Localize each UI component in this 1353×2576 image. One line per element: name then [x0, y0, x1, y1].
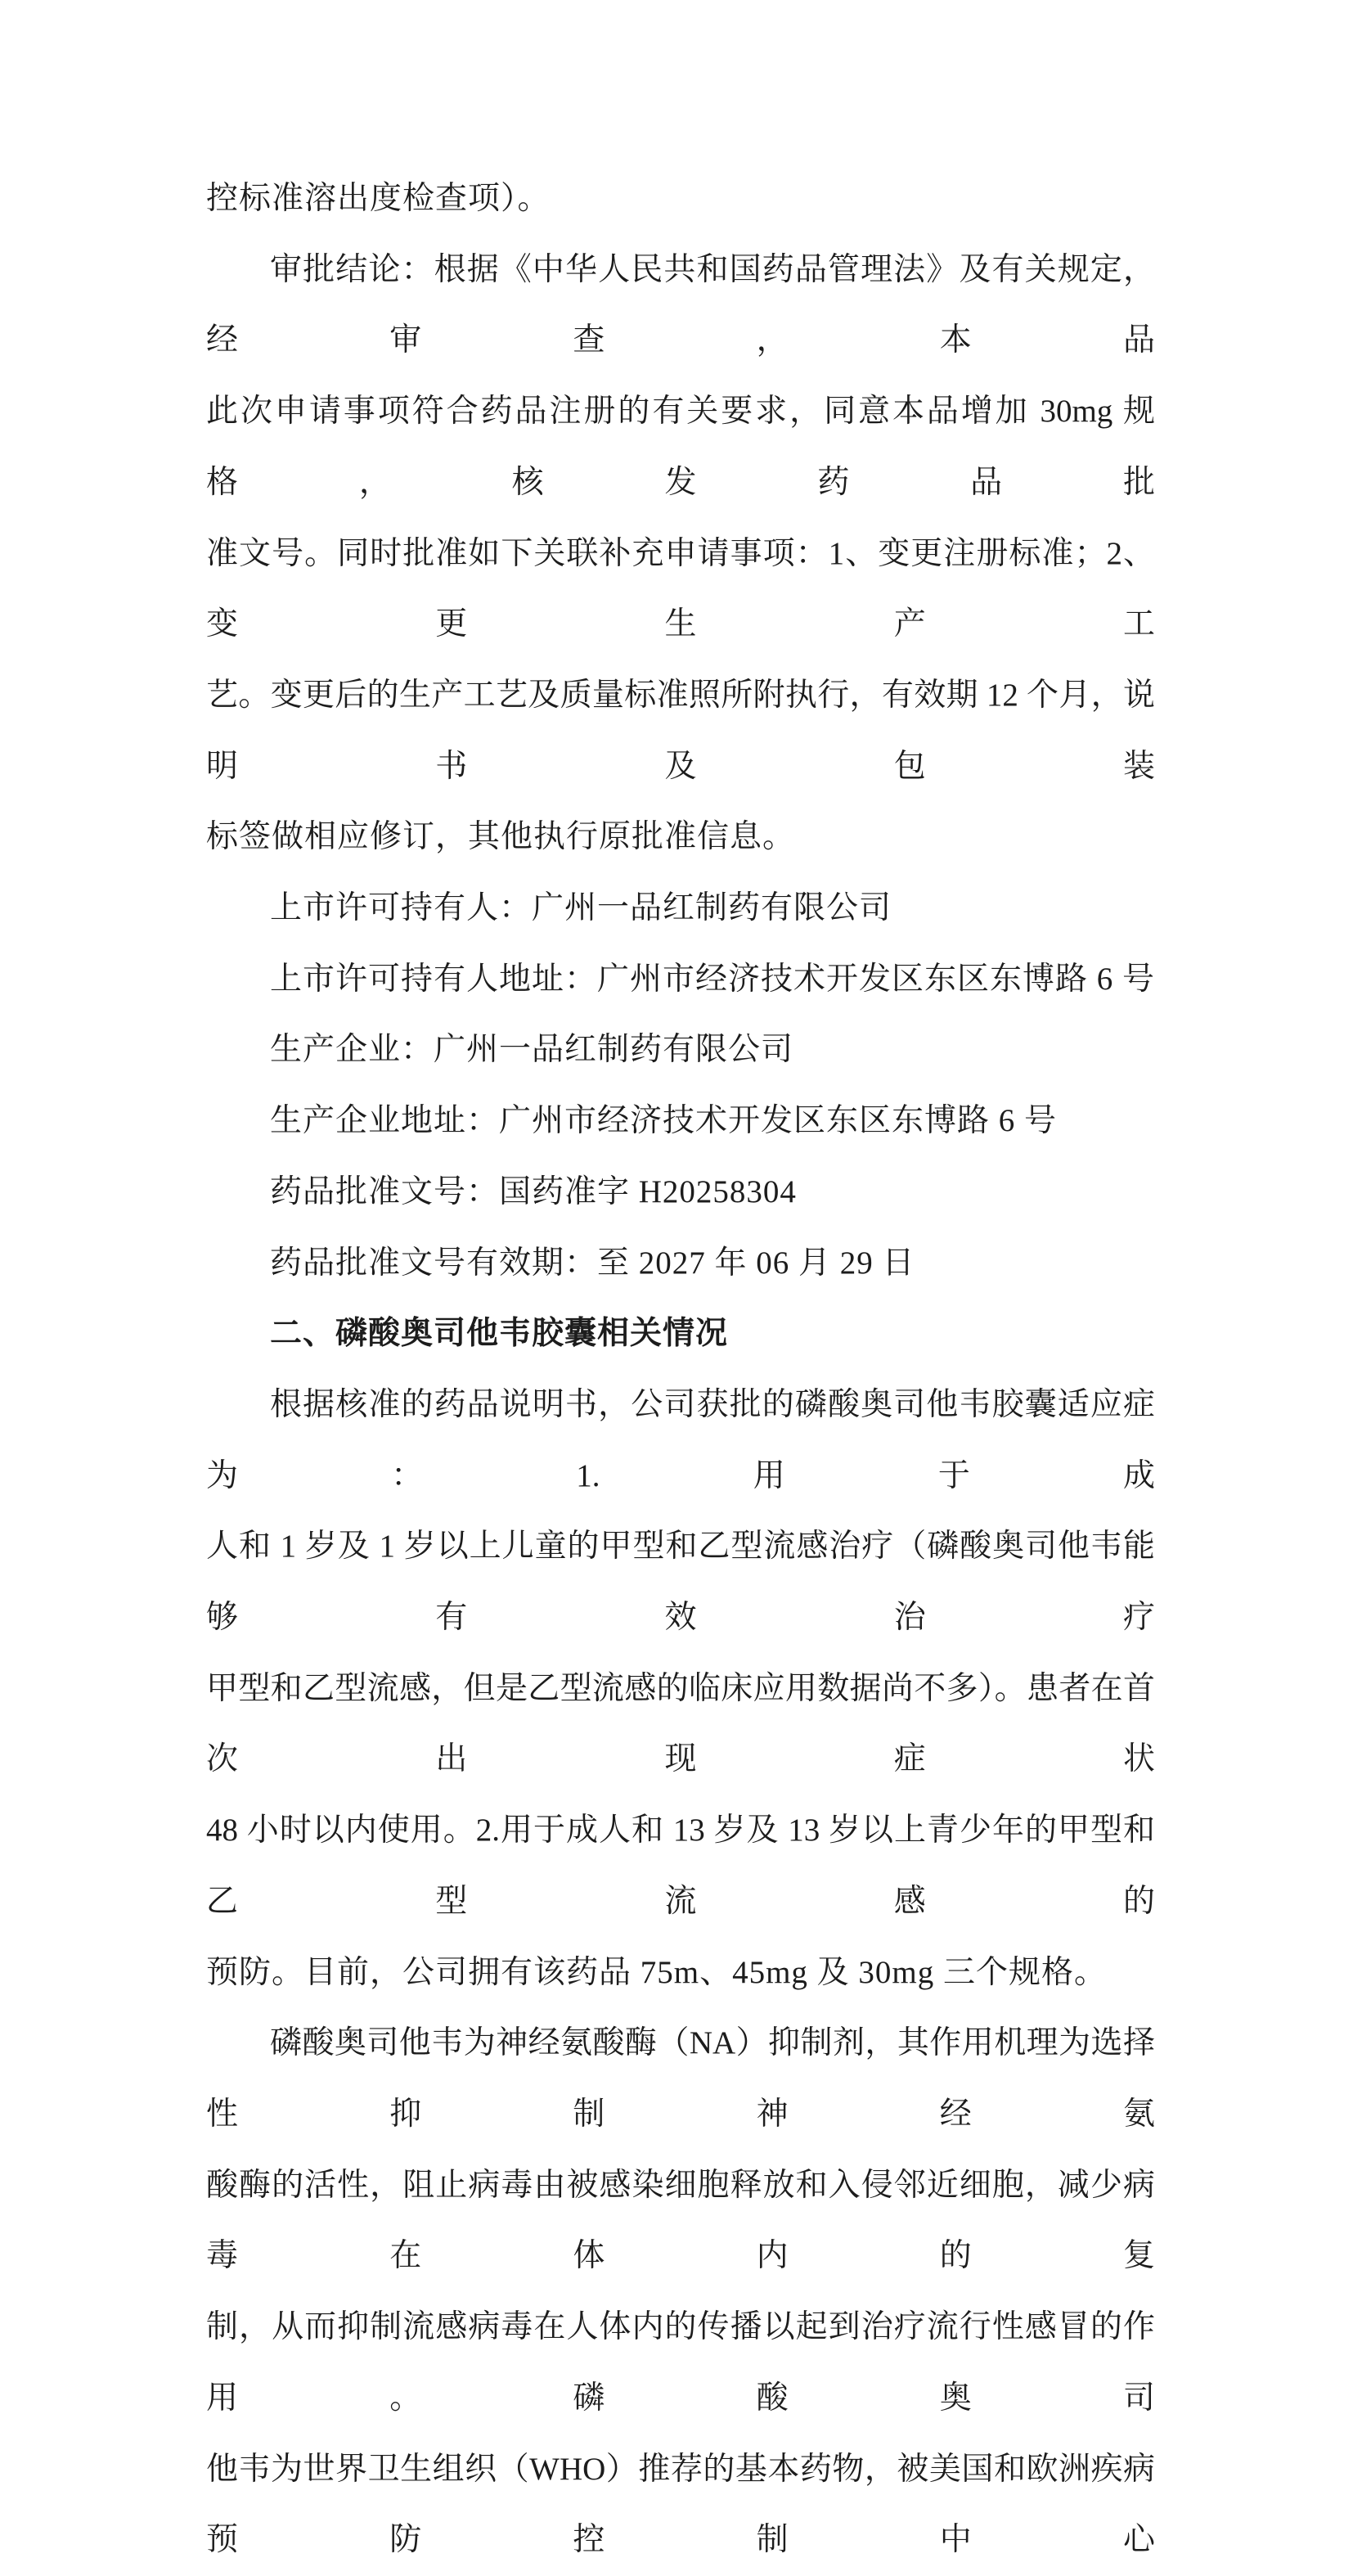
text-line: 预防。目前，公司拥有该药品 75m、45mg 及 30mg 三个规格。: [206, 1954, 1108, 1990]
text-line: 人和 1 岁及 1 岁以上儿童的甲型和乙型流感治疗（磷酸奥司他韦能够有效治疗: [206, 1529, 1155, 1636]
text-line: 48 小时以内使用。2.用于成人和 13 岁及 13 岁以上青少年的甲型和乙型流感的: [206, 1813, 1155, 1919]
approval-number-line: 药品批准文号：国药准字 H20258304: [270, 1173, 797, 1209]
manufacturer-address-line: 生产企业地址：广州市经济技术开发区东区东博路 6 号: [270, 1103, 1058, 1139]
text-line: 准文号。同时批准如下关联补充申请事项：1、变更注册标准；2、变更生产工: [206, 535, 1155, 642]
text-line: 制，从而抑制流感病毒在人体内的传播以起到治疗流行性感冒的作用。磷酸奥司: [206, 2309, 1155, 2416]
text-line: 甲型和乙型流感，但是乙型流感的临床应用数据尚不多）。患者在首次出现症状: [206, 1670, 1155, 1777]
text-line: 根据核准的药品说明书，公司获批的磷酸奥司他韦胶囊适应症为：1.用于成: [206, 1386, 1155, 1493]
approval-expiry-line: 药品批准文号有效期：至 2027 年 06 月 29 日: [270, 1245, 915, 1281]
text-line: 标签做相应修订，其他执行原批准信息。: [206, 819, 796, 855]
text-line: 此次申请事项符合药品注册的有关要求，同意本品增加 30mg 规格，核发药品批: [206, 394, 1155, 500]
section-heading: 二、磷酸奥司他韦胶囊相关情况: [270, 1316, 729, 1352]
mah-line: 上市许可持有人：广州一品红制药有限公司: [270, 890, 892, 926]
mah-address-line: 上市许可持有人地址：广州市经济技术开发区东区东博路 6 号: [270, 961, 1156, 997]
text-line: 审批结论：根据《中华人民共和国药品管理法》及有关规定，经审查，本品: [206, 251, 1155, 358]
text-line: 他韦为世界卫生组织（WHO）推荐的基本药物，被美国和欧洲疾病预防控制中心: [206, 2451, 1155, 2558]
document-body: [206, 164, 1155, 2576]
text-line: 酸酶的活性，阻止病毒由被感染细胞释放和入侵邻近细胞，减少病毒在体内的复: [206, 2167, 1155, 2274]
text-line: 艺。变更后的生产工艺及质量标准照所附执行，有效期 12 个月，说明书及包装: [206, 677, 1155, 784]
text-line: 磷酸奥司他韦为神经氨酸酶（NA）抑制剂，其作用机理为选择性抑制神经氨: [206, 2025, 1155, 2132]
text-line: 控标准溶出度检查项）。: [206, 181, 551, 216]
manufacturer-line: 生产企业：广州一品红制药有限公司: [270, 1032, 794, 1068]
